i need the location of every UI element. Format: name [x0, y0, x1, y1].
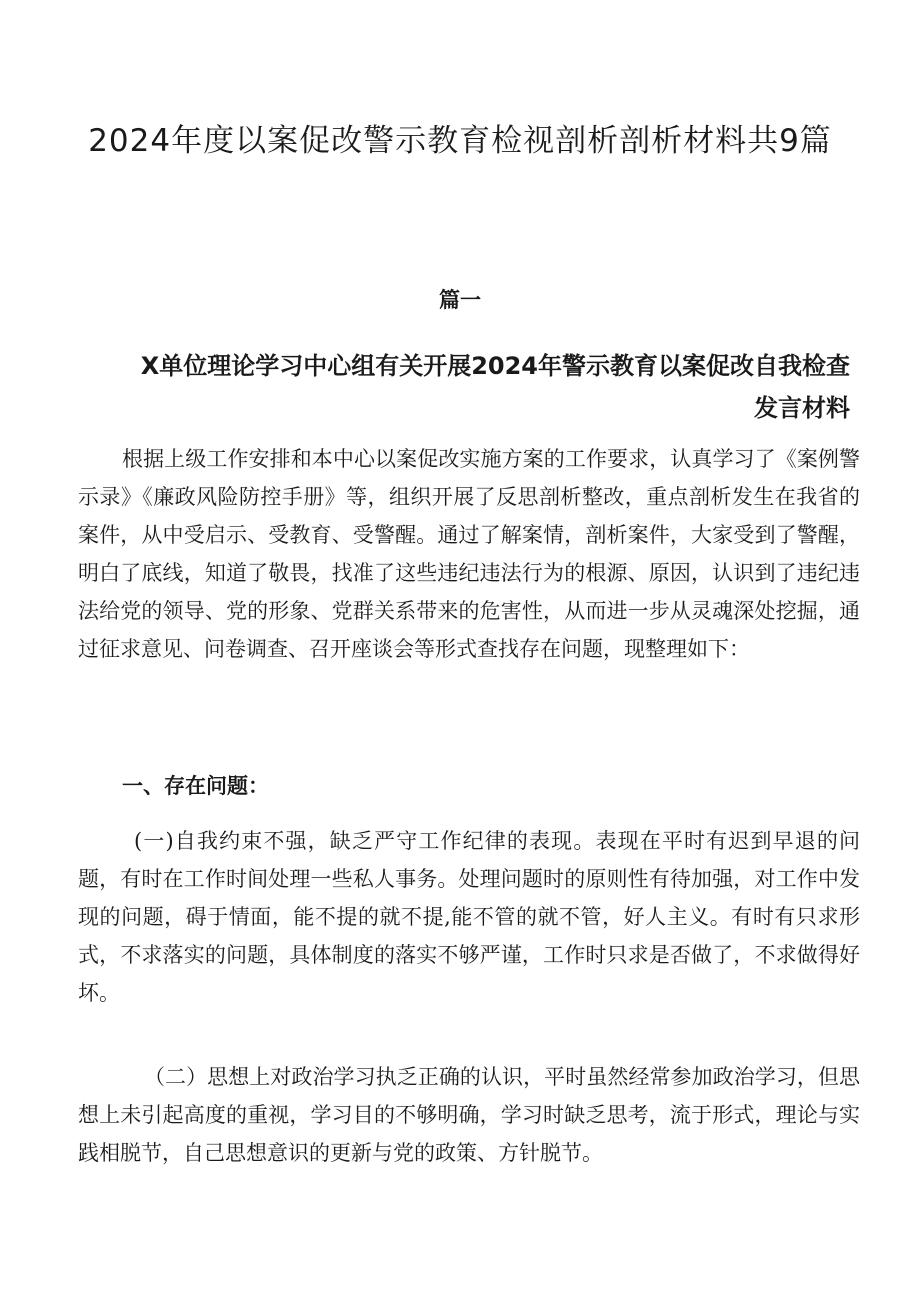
article-title [70, 345, 850, 429]
chapter-heading: 篇一 [439, 288, 481, 312]
intro-paragraph: 根据上级工作安排和本中心以案促改实施方案的工作要求，认真学习了《案例警示录》《廉政风险防控手册》等，组织开展了反思剖析整改，重点剖析发生在我省的案件，从中受启示、受教育、受警醒。通过了解案情，剖析案件，大家受到了警醒，明白了底线，知道了敬畏，找准了这些违纪违法行为的根源、原因，认识到了违纪违法给党的领导、党的形象、党群关系带来的危害性，从而进一步从灵魂深处挖掘，通过征求意见、问卷调查、召开座谈会等形式查找存在问题，现整理如下： [78, 447, 860, 661]
section-heading-problems: 一、存在问题： [122, 774, 269, 798]
problem-item-1-paragraph: (一)自我约束不强，缺乏严守工作纪律的表现。表现在平时有迟到早退的问题，有时在工作时间处理一些私人事务。处理问题时的原则性有待加强，对工作中发现的问题，碍于情面，能不提的就不提,能不管的就不管，好人主义。有时有只求形式，不求落实的问题，具体制度的落实不够严谨，工作时只求是否做了，不求做得好坏。 [78, 829, 860, 1005]
article-title-line2: 发言材料 [754, 394, 850, 422]
document-title: 2024年度以案促改警示教育检视剖析剖析材料共9篇 [88, 123, 832, 159]
article-title-line1: X单位理论学习中心组有关开展2024年警示教育以案促改自我检查 [140, 352, 850, 380]
problem-item-2-paragraph: （二）思想上对政治学习执乏正确的认识，平时虽然经常参加政治学习，但思想上未引起高度的重视，学习目的不够明确，学习时缺乏思考，流于形式，理论与实践相脱节，自己思想意识的更新与党的政策、方针脱节。 [78, 1065, 860, 1165]
